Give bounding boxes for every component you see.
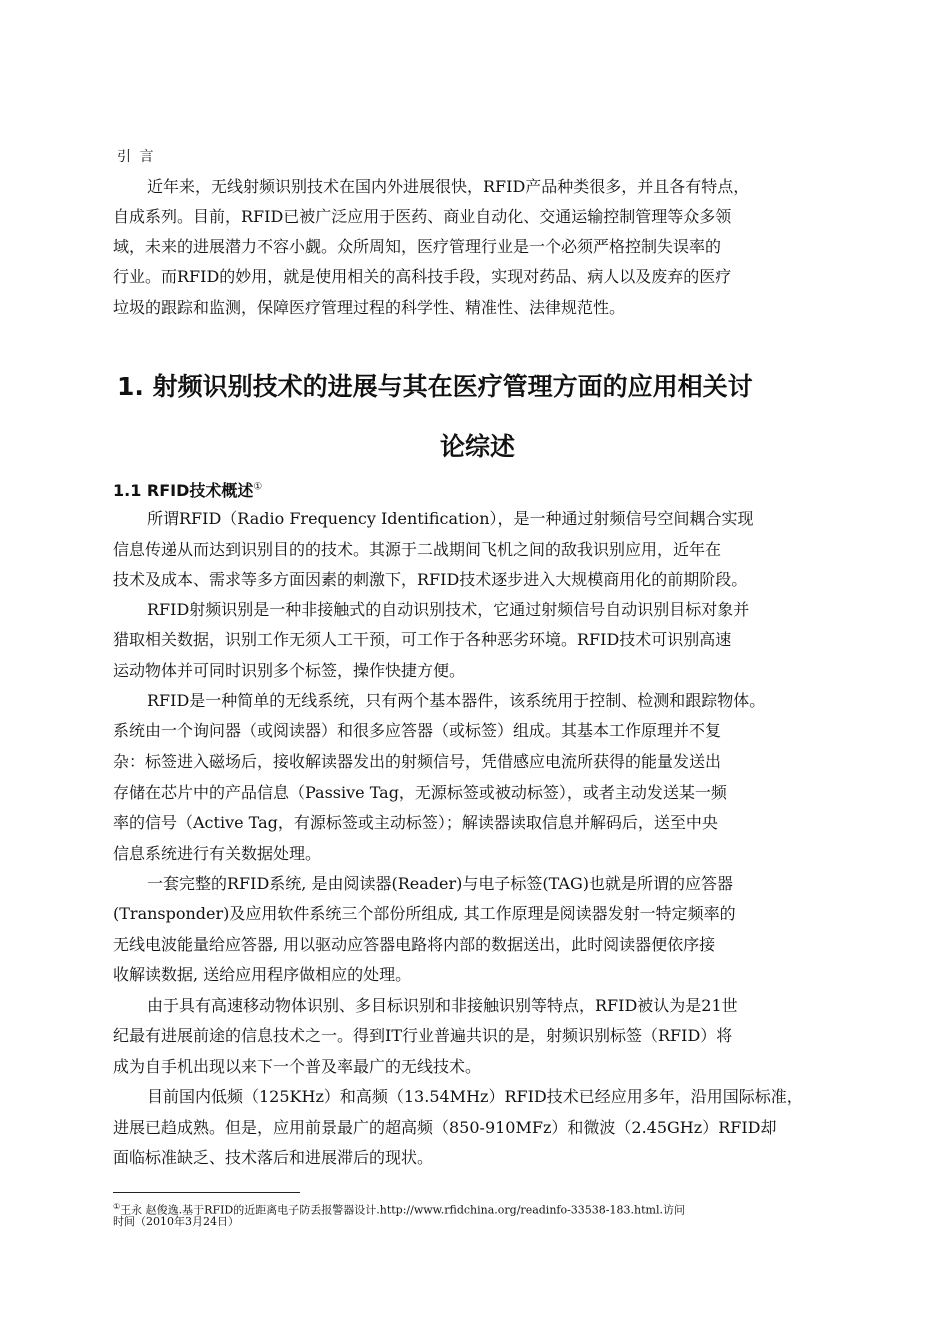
body-line: 系统由一个询问器（或阅读器）和很多应答器（或标签）组成。其基本工作原理并不复	[113, 721, 722, 740]
section-heading-line1: 1. 射频识别技术的进展与其在医疗管理方面的应用相关讨	[117, 372, 753, 401]
footnote-separator	[113, 1192, 300, 1193]
body-line: RFID射频识别是一种非接触式的自动识别技术，它通过射频信号自动识别目标对象并	[147, 600, 750, 619]
body-line: 纪最有进展前途的信息技术之一。得到IT行业普遍共识的是，射频识别标签（RFID）将	[113, 1026, 733, 1045]
footnote-text: 王永 赵俊逸.基于RFID的近距离电子防丢报警器设计.http://www.rfidchina.org/readinfo-33538-183.html.访问	[120, 1203, 685, 1217]
intro-label: 引 言	[117, 149, 156, 165]
body-line: 杂：标签进入磁场后，接收解读器发出的射频信号，凭借感应电流所获得的能量发送出	[113, 752, 722, 771]
body-line: 一套完整的RFID系统, 是由阅读器(Reader)与电子标签(TAG)也就是所谓的应答器	[147, 874, 733, 893]
body-line: 目前国内低频（125KHz）和高频（13.54MHz）RFID技术已经应用多年，沿用国际标准，	[147, 1087, 803, 1106]
body-line: 运动物体并可同时识别多个标签，操作快捷方便。	[113, 661, 466, 680]
body-line: 所谓RFID（Radio Frequency Identification），是一种通过射频信号空间耦合实现	[147, 509, 754, 528]
section-heading-line2: 论综述	[440, 432, 516, 461]
body-line: 收解读数据, 送给应用程序做相应的处理。	[113, 965, 412, 984]
footnote-marker: ①	[113, 1202, 121, 1211]
body-line: 成为自手机出现以来下一个普及率最广的无线技术。	[113, 1057, 482, 1076]
body-line: 存储在芯片中的产品信息（Passive Tag，无源标签或被动标签），或者主动发送某一频	[113, 783, 727, 802]
body-line: (Transponder)及应用软件系统三个部份所组成, 其工作原理是阅读器发射一特定频率的	[113, 904, 736, 923]
body-line: 技术及成本、需求等多方面因素的刺激下，RFID技术逐步进入大规模商用化的前期阶段。	[113, 570, 748, 589]
subsection-title: 1.1 RFID技术概述	[113, 481, 254, 500]
body-line: 进展已趋成熟。但是，应用前景最广的超高频（850-910MFz）和微波（2.45GHz）RFID却	[113, 1118, 777, 1137]
body-line: RFID是一种简单的无线系统，只有两个基本器件，该系统用于控制、检测和跟踪物体。	[147, 691, 766, 710]
intro-paragraph-line: 自成系列。目前，RFID已被广泛应用于医药、商业自动化、交通运输控制管理等众多领	[113, 207, 732, 226]
intro-paragraph-line: 行业。而RFID的妙用，就是使用相关的高科技手段，实现对药品、病人以及废弃的医疗	[113, 267, 732, 286]
body-line: 无线电波能量给应答器, 用以驱动应答器电路将内部的数据送出，此时阅读器便依序接	[113, 935, 716, 954]
footnote-line2: 时间（2010年3月24日）	[113, 1215, 239, 1228]
body-line: 率的信号（Active Tag，有源标签或主动标签）；解读器读取信息并解码后，送至中央	[113, 813, 718, 832]
intro-paragraph-line: 域，未来的进展潜力不容小觑。众所周知，医疗管理行业是一个必须严格控制失误率的	[113, 237, 722, 256]
body-line: 猎取相关数据，识别工作无须人工干预，可工作于各种恶劣环境。RFID技术可识别高速	[113, 630, 732, 649]
intro-paragraph-line: 垃圾的跟踪和监测，保障医疗管理过程的科学性、精准性、法律规范性。	[113, 298, 626, 317]
body-line: 信息系统进行有关数据处理。	[113, 844, 322, 863]
subsection-heading	[113, 478, 262, 501]
body-line: 信息传递从而达到识别目的的技术。其源于二战期间飞机之间的敌我识别应用，近年在	[113, 540, 722, 559]
footnote-reference: ①	[253, 481, 263, 493]
body-line: 由于具有高速移动物体识别、多目标识别和非接触识别等特点，RFID被认为是21世	[147, 996, 738, 1015]
intro-paragraph-line: 近年来，无线射频识别技术在国内外进展很快，RFID产品种类很多，并且各有特点，	[147, 177, 750, 196]
body-line: 面临标准缺乏、技术落后和进展滞后的现状。	[113, 1148, 434, 1167]
